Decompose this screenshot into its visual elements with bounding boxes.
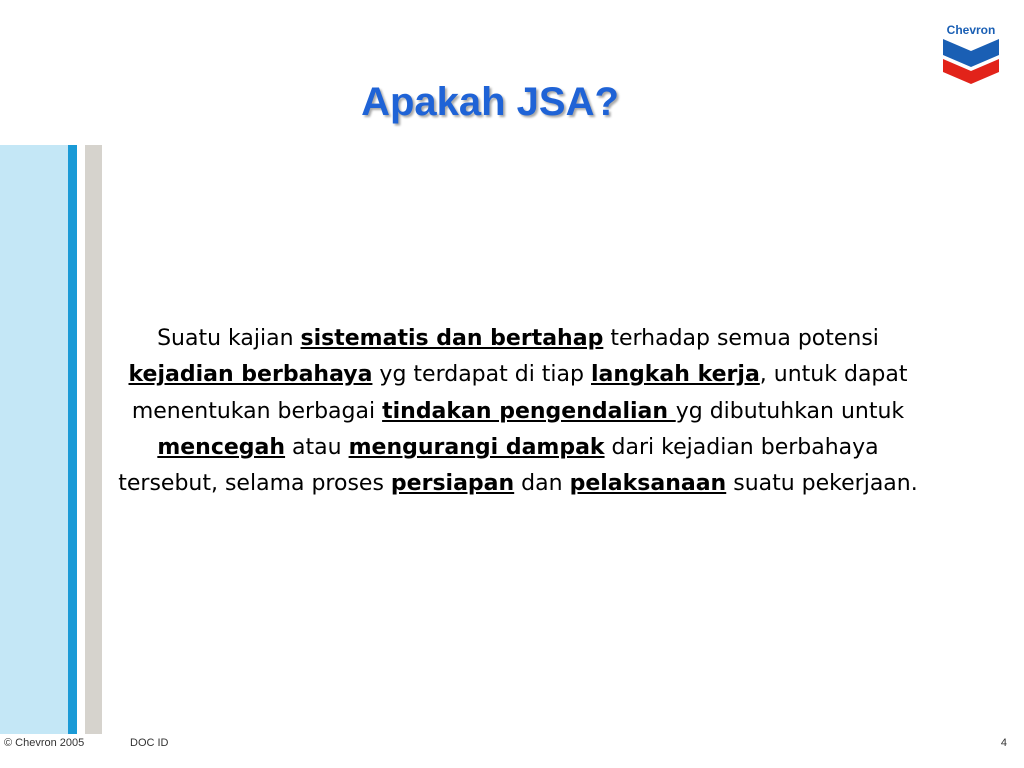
side-bar-light-blue: [0, 145, 68, 734]
body-text-segment: , untuk dapat menentukan berbagai: [131, 362, 908, 424]
emphasized-term: sistematis dan bertahap: [300, 326, 604, 351]
body-text-segment: yg terdapat di tiap: [372, 362, 591, 388]
emphasized-term: pelaksanaan: [569, 471, 727, 497]
body-text-segment: Suatu kajian: [157, 326, 301, 351]
body-text-segment: yg dibutuhkan untuk: [675, 398, 905, 424]
chevron-logo: [941, 22, 1001, 84]
body-text-segment: dari kejadian berbahaya tersebut, selama proses: [118, 434, 879, 497]
body-text-segment: suatu pekerjaan.: [726, 471, 918, 497]
emphasized-term: mencegah: [157, 434, 286, 460]
emphasized-term: tindakan pengendalian: [382, 398, 676, 424]
side-bar-gray-stripe: [85, 145, 102, 734]
chevron-logo-text: Chevron: [946, 23, 996, 37]
emphasized-term: persiapan: [390, 471, 515, 497]
body-text-segment: terhadap semua potensi: [603, 326, 879, 351]
emphasized-term: mengurangi dampak: [348, 434, 605, 460]
body-text-segment: atau: [285, 434, 349, 460]
slide-body-paragraph: [118, 321, 918, 502]
body-text-segment: dan: [514, 471, 570, 497]
footer-doc-id: DOC ID: [130, 737, 169, 749]
side-bar-blue-stripe: [68, 145, 77, 734]
footer-page-number: 4: [1000, 737, 1007, 749]
emphasized-term: kejadian berbahaya: [128, 362, 373, 388]
slide-title: Apakah JSA?: [361, 80, 619, 124]
footer-copyright: © Chevron 2005: [4, 737, 85, 749]
emphasized-term: langkah kerja: [591, 362, 760, 388]
